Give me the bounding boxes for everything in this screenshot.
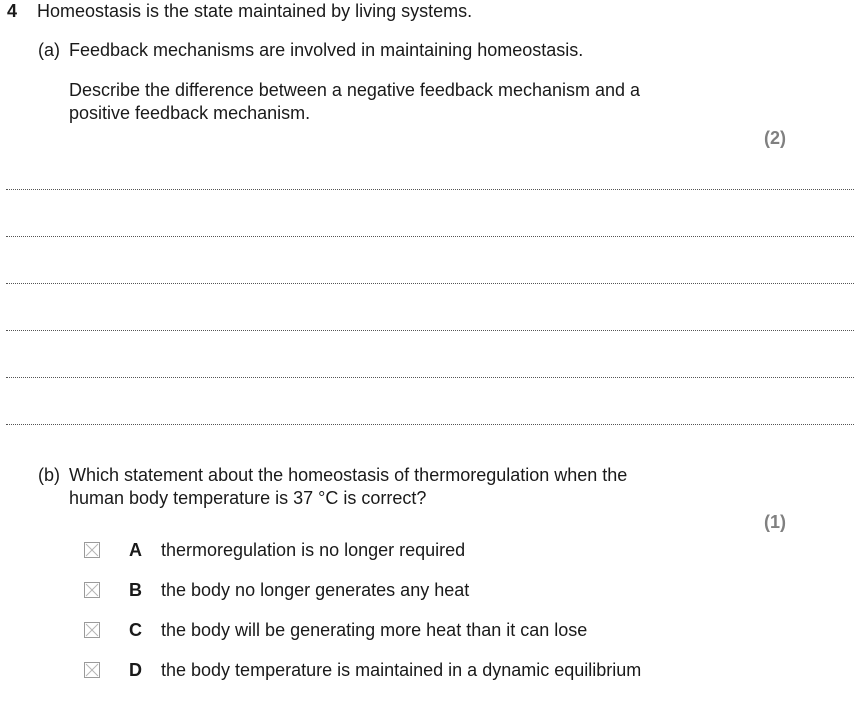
answer-line-1[interactable] bbox=[6, 189, 854, 190]
option-d-checkbox[interactable] bbox=[84, 662, 100, 678]
part-a-marks: (2) bbox=[764, 128, 786, 148]
option-c-letter: C bbox=[129, 620, 142, 640]
part-b-label: (b) bbox=[38, 465, 60, 485]
part-b-marks: (1) bbox=[764, 512, 786, 532]
option-d-letter: D bbox=[129, 660, 142, 680]
answer-line-5[interactable] bbox=[6, 377, 854, 378]
option-a-text: thermoregulation is no longer required bbox=[161, 540, 466, 560]
option-c-checkbox[interactable] bbox=[84, 622, 100, 638]
option-a[interactable] bbox=[84, 540, 704, 562]
option-d-text: the body temperature is maintained in a dynamic equilibrium bbox=[161, 660, 642, 680]
option-d[interactable] bbox=[84, 660, 704, 682]
part-b-prompt-line1: Which statement about the homeostasis of thermoregulation when the bbox=[69, 465, 628, 485]
cross-icon bbox=[85, 623, 99, 637]
part-a-intro: Feedback mechanisms are involved in maintaining homeostasis. bbox=[69, 40, 584, 60]
option-b[interactable] bbox=[84, 580, 704, 602]
option-b-text: the body no longer generates any heat bbox=[161, 580, 470, 600]
part-a-prompt-line2: positive feedback mechanism. bbox=[69, 103, 311, 123]
cross-icon bbox=[85, 663, 99, 677]
question-stem: Homeostasis is the state maintained by living systems. bbox=[37, 1, 473, 21]
cross-icon bbox=[85, 543, 99, 557]
option-a-letter: A bbox=[129, 540, 142, 560]
answer-line-4[interactable] bbox=[6, 330, 854, 331]
answer-line-3[interactable] bbox=[6, 283, 854, 284]
option-a-checkbox[interactable] bbox=[84, 542, 100, 558]
part-a-label: (a) bbox=[38, 40, 60, 60]
part-b-prompt-line2: human body temperature is 37 °C is correct? bbox=[69, 488, 427, 508]
answer-line-2[interactable] bbox=[6, 236, 854, 237]
question-number: 4 bbox=[7, 1, 18, 21]
answer-line-6[interactable] bbox=[6, 424, 854, 425]
part-a-prompt-line1: Describe the difference between a negative feedback mechanism and a bbox=[69, 80, 641, 100]
option-c[interactable] bbox=[84, 620, 704, 642]
cross-icon bbox=[85, 583, 99, 597]
option-c-text: the body will be generating more heat than it can lose bbox=[161, 620, 588, 640]
option-b-checkbox[interactable] bbox=[84, 582, 100, 598]
option-b-letter: B bbox=[129, 580, 142, 600]
